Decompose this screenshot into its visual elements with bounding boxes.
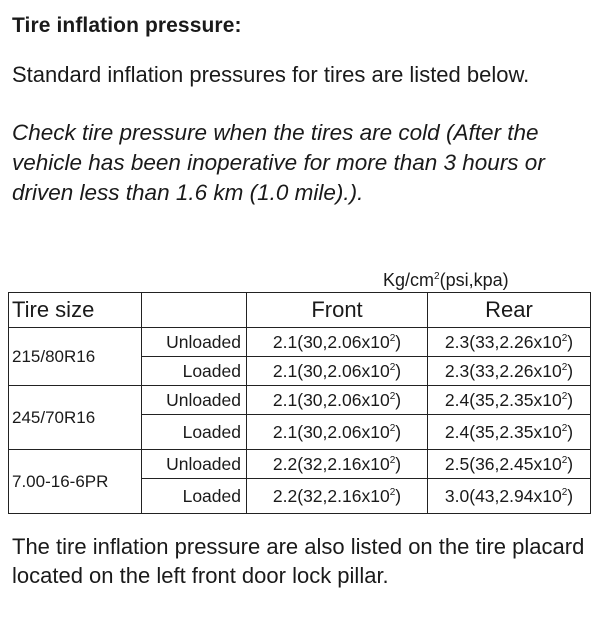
rear-pressure-cell bbox=[428, 328, 591, 357]
front-pressure-cell bbox=[247, 479, 428, 514]
front-pressure-value: 2.1(30,2.06x10 bbox=[272, 421, 390, 442]
rear-pressure-value: 2.3(33,2.26x10 bbox=[444, 331, 562, 352]
front-pressure-exponent: 2 bbox=[389, 486, 396, 498]
front-pressure-cell bbox=[247, 450, 428, 479]
front-pressure-close: ) bbox=[395, 421, 402, 442]
tire-size-cell: 245/70R16 bbox=[9, 386, 142, 450]
front-pressure-close: ) bbox=[395, 331, 402, 352]
table-header-row bbox=[9, 293, 591, 328]
header-front: Front bbox=[247, 293, 428, 328]
rear-pressure-cell bbox=[428, 450, 591, 479]
front-pressure-close: ) bbox=[395, 389, 402, 410]
rear-pressure-close: ) bbox=[567, 485, 574, 506]
tire-size-cell: 7.00-16-6PR bbox=[9, 450, 142, 514]
rear-pressure-exponent: 2 bbox=[561, 422, 568, 434]
rear-pressure-value: 2.4(35,2.35x10 bbox=[444, 421, 562, 442]
front-pressure-close: ) bbox=[395, 360, 402, 381]
front-pressure-value: 2.1(30,2.06x10 bbox=[272, 389, 390, 410]
header-load bbox=[142, 293, 247, 328]
header-tire-size: Tire size bbox=[9, 293, 142, 328]
rear-pressure-value: 2.3(33,2.26x10 bbox=[444, 360, 562, 381]
rear-pressure-exponent: 2 bbox=[561, 361, 568, 373]
intro-paragraph: Standard inflation pressures for tires are listed below. bbox=[12, 62, 530, 87]
front-pressure-cell bbox=[247, 328, 428, 357]
rear-pressure-close: ) bbox=[567, 331, 574, 352]
front-pressure-cell bbox=[247, 357, 428, 386]
table-row bbox=[9, 386, 591, 415]
front-pressure-exponent: 2 bbox=[389, 422, 396, 434]
front-pressure-close: ) bbox=[395, 485, 402, 506]
rear-pressure-value: 2.4(35,2.35x10 bbox=[444, 389, 562, 410]
rear-pressure-exponent: 2 bbox=[561, 454, 568, 466]
placard-footnote: The tire inflation pressure are also listed on the tire placard located on the left front door lock pillar. bbox=[12, 534, 585, 588]
units-suffix: (psi,kpa) bbox=[439, 270, 509, 290]
rear-pressure-cell bbox=[428, 357, 591, 386]
table-row bbox=[9, 450, 591, 479]
front-pressure-exponent: 2 bbox=[389, 454, 396, 466]
tire-size-cell: 215/80R16 bbox=[9, 328, 142, 386]
table-row bbox=[9, 328, 591, 357]
rear-pressure-exponent: 2 bbox=[561, 486, 568, 498]
rear-pressure-close: ) bbox=[567, 389, 574, 410]
cold-tire-note: Check tire pressure when the tires are cold (After the vehicle has been inoperative for more than 3 hours or driven less than 1.6 km (1.0 mile).). bbox=[12, 120, 545, 205]
units-prefix: Kg/cm bbox=[383, 270, 435, 290]
rear-pressure-exponent: 2 bbox=[561, 332, 568, 344]
rear-pressure-cell bbox=[428, 479, 591, 514]
rear-pressure-value: 3.0(43,2.94x10 bbox=[444, 485, 562, 506]
rear-pressure-close: ) bbox=[567, 453, 574, 474]
rear-pressure-exponent: 2 bbox=[561, 390, 568, 402]
front-pressure-exponent: 2 bbox=[389, 390, 396, 402]
rear-pressure-cell bbox=[428, 386, 591, 415]
front-pressure-cell bbox=[247, 386, 428, 415]
rear-pressure-value: 2.5(36,2.45x10 bbox=[444, 453, 562, 474]
front-pressure-value: 2.1(30,2.06x10 bbox=[272, 331, 390, 352]
load-condition-cell: Loaded bbox=[142, 357, 247, 386]
load-condition-cell: Unloaded bbox=[142, 450, 247, 479]
load-condition-cell: Loaded bbox=[142, 415, 247, 450]
units-label bbox=[383, 270, 509, 291]
front-pressure-value: 2.2(32,2.16x10 bbox=[272, 485, 390, 506]
front-pressure-value: 2.1(30,2.06x10 bbox=[272, 360, 390, 381]
front-pressure-close: ) bbox=[395, 453, 402, 474]
load-condition-cell: Loaded bbox=[142, 479, 247, 514]
tire-pressure-table bbox=[8, 292, 591, 514]
front-pressure-exponent: 2 bbox=[389, 361, 396, 373]
front-pressure-value: 2.2(32,2.16x10 bbox=[272, 453, 390, 474]
front-pressure-cell bbox=[247, 415, 428, 450]
section-heading: Tire inflation pressure: bbox=[12, 14, 242, 37]
front-pressure-exponent: 2 bbox=[389, 332, 396, 344]
rear-pressure-close: ) bbox=[567, 421, 574, 442]
rear-pressure-cell bbox=[428, 415, 591, 450]
rear-pressure-close: ) bbox=[567, 360, 574, 381]
load-condition-cell: Unloaded bbox=[142, 328, 247, 357]
load-condition-cell: Unloaded bbox=[142, 386, 247, 415]
units-exponent: 2 bbox=[434, 271, 440, 282]
header-rear: Rear bbox=[428, 293, 591, 328]
